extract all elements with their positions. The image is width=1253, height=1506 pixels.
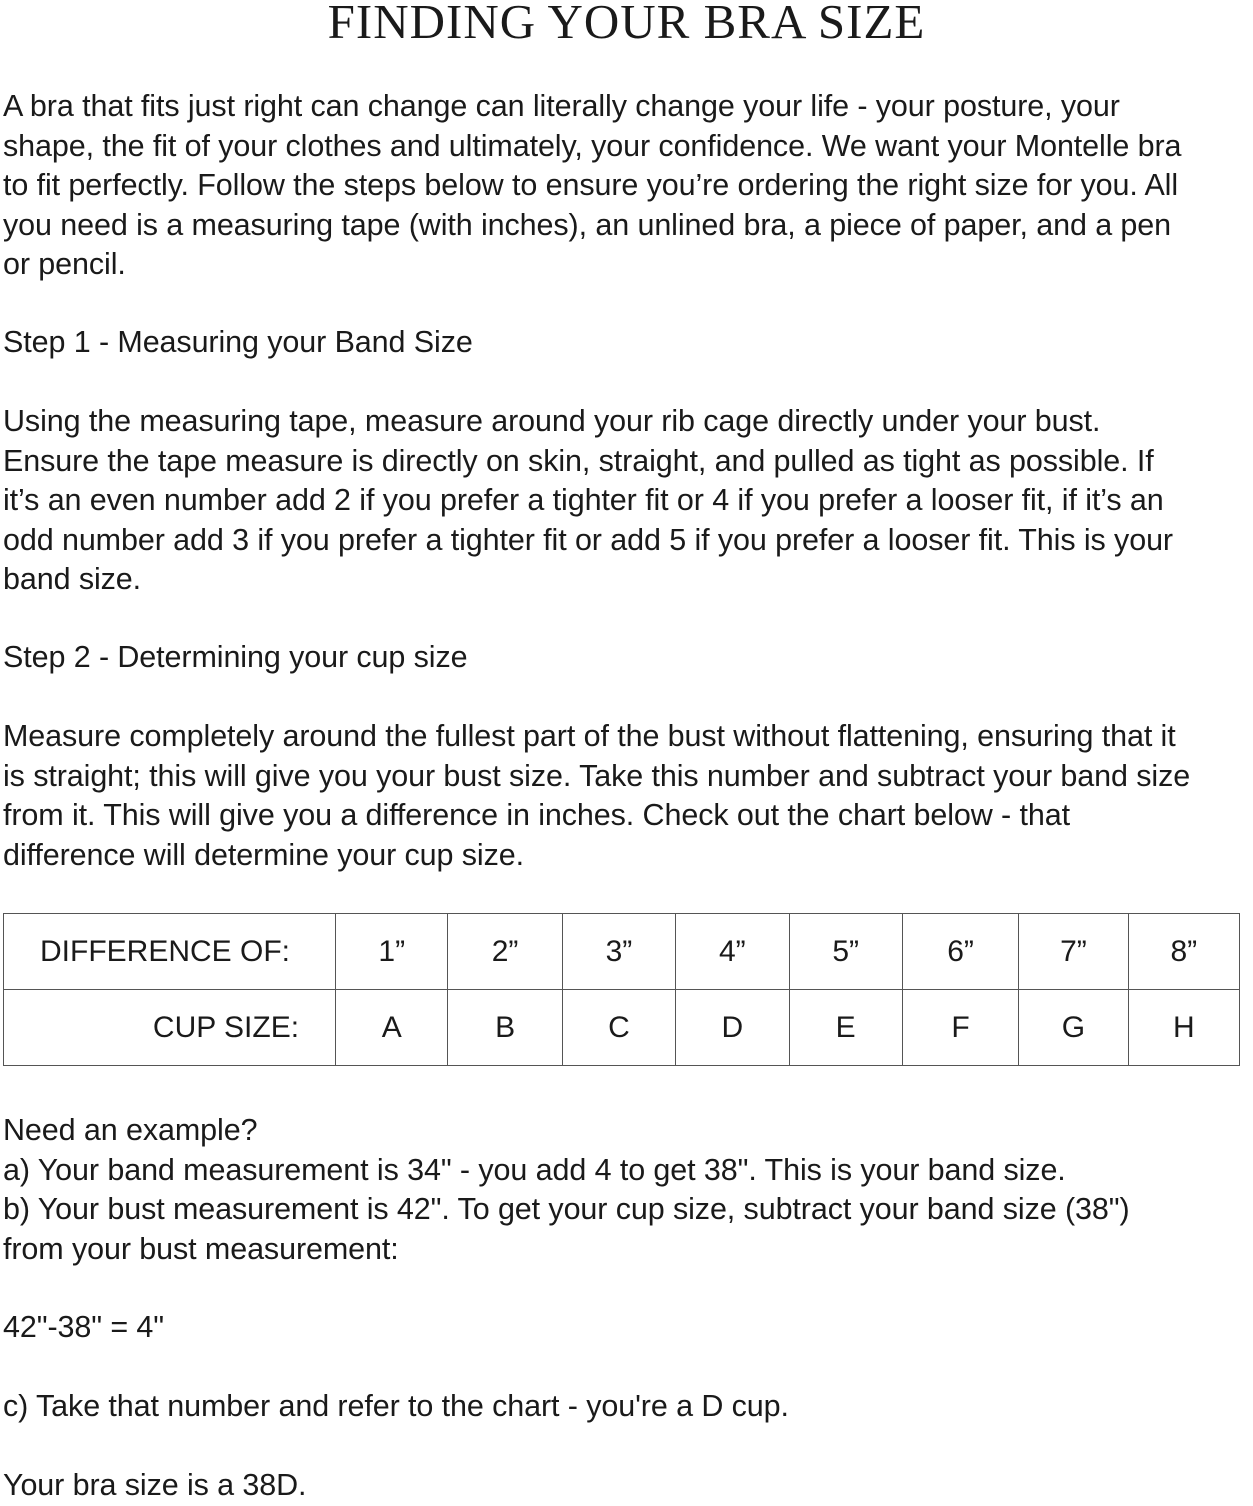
difference-cell: 3”	[562, 914, 675, 990]
step1-line: Ensure the tape measure is directly on skin, straight, and pulled as tight as possible. If	[3, 443, 1154, 478]
example-line: from your bust measurement:	[3, 1231, 399, 1266]
result-text: Your bra size is a 38D.	[3, 1468, 307, 1502]
step1-heading-text: Step 1 - Measuring your Band Size	[3, 325, 473, 359]
difference-cell: 4”	[676, 914, 789, 990]
step1-heading	[3, 323, 1253, 363]
example-line: b) Your bust measurement is 42". To get your cup size, subtract your band size (38")	[3, 1192, 1130, 1226]
cup-size-cell: B	[448, 990, 562, 1066]
cup-size-cell: A	[336, 990, 448, 1066]
cup-size-cell: H	[1128, 990, 1239, 1066]
difference-cell: 2”	[448, 914, 562, 990]
intro-line: or pencil.	[3, 247, 126, 281]
example-line: Need an example?	[3, 1113, 258, 1147]
step1-line: it’s an even number add 2 if you prefer a tighter fit or 4 if you prefer a looser fit, if it’s an	[3, 483, 1164, 517]
cup-size-chart	[3, 913, 1240, 1066]
difference-cell: 6”	[902, 914, 1018, 990]
example-step-c	[3, 1387, 1253, 1427]
intro-paragraph	[3, 87, 1253, 285]
intro-line: shape, the fit of your clothes and ultimately, your confidence. We want your Montelle bra	[3, 128, 1182, 163]
intro-line: to fit perfectly. Follow the steps below to ensure you’re ordering the right size for you. All	[3, 168, 1179, 202]
step2-line: Measure completely around the fullest part of the bust without flattening, ensuring that it	[3, 719, 1176, 753]
cup-size-label: CUP SIZE:	[4, 990, 336, 1066]
cup-size-cell: G	[1019, 990, 1128, 1066]
step1-line: band size.	[3, 562, 142, 596]
step2-paragraph	[3, 717, 1253, 875]
example-line: a) Your band measurement is 34" - you add 4 to get 38". This is your band size.	[3, 1152, 1066, 1187]
step1-paragraph	[3, 402, 1253, 600]
difference-row	[4, 914, 1240, 990]
cup-size-cell: D	[676, 990, 789, 1066]
step2-heading	[3, 638, 1253, 678]
cup-size-cell: E	[789, 990, 902, 1066]
cup-size-cell: C	[562, 990, 675, 1066]
cup-size-cell: F	[902, 990, 1018, 1066]
difference-label: DIFFERENCE OF:	[4, 914, 336, 990]
step2-line: from it. This will give you a difference in inches. Check out the chart below - that	[3, 798, 1070, 832]
page-title: FINDING YOUR BRA SIZE	[327, 0, 926, 49]
step1-line: odd number add 3 if you prefer a tighter fit or add 5 if you prefer a looser fit. This is your	[3, 522, 1173, 557]
difference-cell: 7”	[1019, 914, 1128, 990]
example-paragraph	[3, 1111, 1253, 1269]
step1-line: Using the measuring tape, measure around your rib cage directly under your bust.	[3, 404, 1101, 438]
intro-line: A bra that fits just right can change can literally change your life - your posture, your	[3, 89, 1120, 123]
equation-text: 42"-38" = 4"	[3, 1310, 165, 1344]
difference-cell: 1”	[336, 914, 448, 990]
step2-heading-text: Step 2 - Determining your cup size	[3, 640, 468, 674]
intro-line: you need is a measuring tape (with inches), an unlined bra, a piece of paper, and a pen	[3, 207, 1172, 242]
difference-cell: 5”	[789, 914, 902, 990]
step2-line: is straight; this will give you your bust size. Take this number and subtract your band size	[3, 758, 1191, 793]
difference-cell: 8”	[1128, 914, 1239, 990]
step2-line: difference will determine your cup size.	[3, 837, 524, 872]
cup-size-row	[4, 990, 1240, 1066]
example-equation	[3, 1308, 1253, 1348]
step-c-text: c) Take that number and refer to the chart - you're a D cup.	[3, 1389, 789, 1423]
